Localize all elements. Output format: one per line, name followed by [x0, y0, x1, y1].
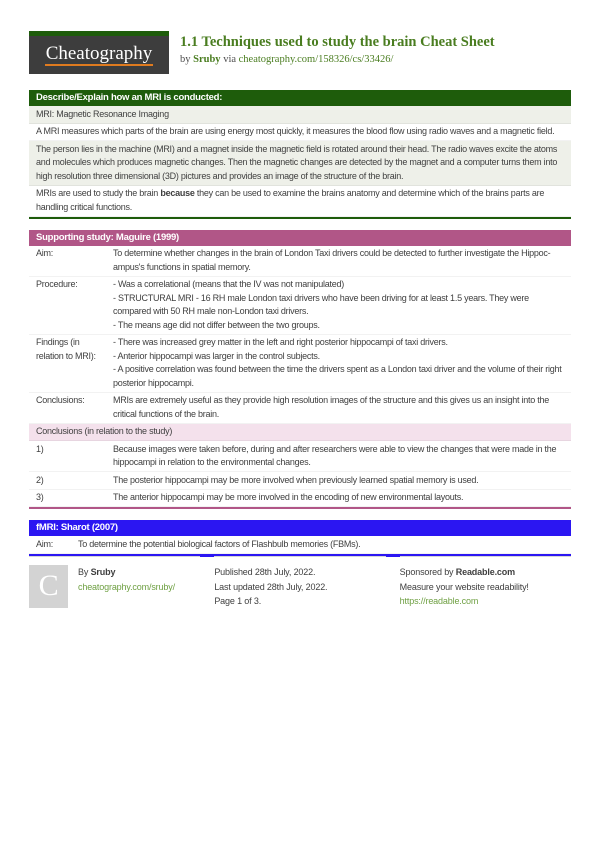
footer-author-name: Sruby [90, 567, 116, 577]
author-avatar: C [29, 565, 68, 608]
footer-sponsor-tagline: Measure your website readability! [399, 581, 529, 592]
table-row [29, 472, 571, 490]
cheatography-logo[interactable] [29, 31, 169, 74]
conclusions-band: Conclusions (in relation to the study) [29, 424, 571, 442]
table-row [29, 490, 571, 508]
row-label: Aim: [36, 538, 53, 549]
row-value: The anterior hippocampi may be more involved in the encoding of new environmental layouts. [113, 492, 464, 502]
page-title: 1.1 Techniques used to study the brain Cheat Sheet [180, 34, 495, 50]
row-value: To determine the potential biological factors of Flashbulb memories (FBMs). [78, 538, 361, 549]
maguire-section [29, 230, 571, 510]
table-row [29, 277, 571, 335]
footer-sponsor: Sponsored by Readable.com [399, 567, 515, 577]
row-text: MRIs are used to study the brain [36, 188, 161, 198]
row-label: 3) [36, 492, 44, 502]
byline-via: via [223, 54, 237, 65]
footer-author: By Sruby [78, 567, 116, 577]
value-line: - STRUCTURAL MRI - 16 RH male London taxi drivers who have been driving for at least 1.5 years. They were compared with 50 RH male non-London taxi drivers. [113, 292, 529, 316]
table-row [29, 536, 571, 554]
sheet-url-link[interactable]: cheatography.com/158326/cs/33426/ [238, 54, 394, 65]
value-line: MRIs are extremely useful as they provide high resolution images of the structure and this gives us an insight into the critical functions of the brain. [113, 395, 549, 419]
row-label: Aim: [36, 248, 53, 258]
footer-updated: Last updated 28th July, 2022. [214, 581, 328, 592]
table-row: MRI: Magnetic Resonance Imaging [29, 106, 571, 124]
table-row: A MRI measures which parts of the brain are using energy most quickly, it measures the blood flow using radio waves and a magnetic field. [29, 124, 571, 142]
row-value [113, 246, 571, 276]
footer-sponsor-column [400, 556, 571, 609]
footer-author-column [29, 556, 200, 609]
table-row [29, 393, 571, 424]
row-text: they can be used to examine the brains anatomy and determine which of the brains parts are handling critical functions. [36, 188, 545, 212]
page-header [29, 31, 571, 74]
maguire-section-header: Supporting study: Maguire (1999) [29, 230, 571, 246]
footer-page-number: Page 1 of 3. [214, 596, 262, 606]
table-row [29, 246, 571, 277]
byline [180, 54, 495, 65]
table-row [29, 186, 571, 217]
byline-prefix: by [180, 54, 191, 65]
row-label: Findings (in relation to MRI): [36, 337, 96, 361]
row-value [113, 277, 571, 334]
row-value: The posterior hippocampi may be more involved when previously learned spatial memory is used. [113, 474, 479, 485]
row-label: 1) [36, 443, 44, 454]
row-label: 2) [36, 474, 44, 485]
row-text-bold: because [160, 188, 195, 198]
mri-section [29, 90, 571, 219]
page-footer [29, 556, 571, 609]
footer-published: Published 28th July, 2022. [214, 567, 316, 577]
fmri-section-header: fMRI: Sharot (2007) [29, 520, 571, 536]
author-link[interactable]: Sruby [193, 54, 221, 65]
table-row [29, 441, 571, 472]
value-line: - Anterior hippocampi was larger in the control subjects. [113, 350, 320, 361]
mri-section-header: Describe/Explain how an MRI is conducted: [29, 90, 571, 106]
value-line: - There was increased grey matter in the left and right posterior hippocampi of taxi drivers. [113, 337, 448, 347]
value-line: - The means age did not differ between the two groups. [113, 319, 320, 330]
row-label: Conclusions: [36, 395, 85, 405]
value-line: - Was a correlational (means that the IV was not manipulated) [113, 279, 345, 289]
row-value: Because images were taken before, during and after researchers were able to view the changes that were made in the hippocampi in relation to the environmental changes. [113, 443, 557, 467]
row-value [113, 393, 571, 423]
row-value [113, 335, 571, 392]
table-row [29, 335, 571, 393]
footer-meta-column [214, 556, 385, 609]
table-row: The person lies in the machine (MRI) and a magnet inside the magnetic field is rotated around their head. The radio waves excite the atoms and molecules which produces magnetic changes. Then the magnetic changes are detected by the magnet and a computer turns them into high resolution three dimensional (3D) pictures and provides an image of the structure of the brain. [29, 141, 571, 186]
cheatography-logo-text: Cheatography [45, 44, 154, 67]
footer-sponsor-name: Readable.com [455, 567, 515, 577]
fmri-section [29, 520, 571, 557]
footer-sponsor-link[interactable]: https://readable.com [399, 596, 479, 606]
footer-author-link[interactable]: cheatography.com/sruby/ [78, 581, 175, 592]
value-line: To determine whether changes in the brain of London Taxi drivers could be detected to further investigate the Hippocampus's functions in spatial memory. [113, 248, 551, 272]
row-label: Procedure: [36, 279, 78, 289]
value-line: - A positive correlation was found between the time the drivers spent as a London taxi driver and the volume of their right posterior hippocampi. [113, 364, 562, 388]
